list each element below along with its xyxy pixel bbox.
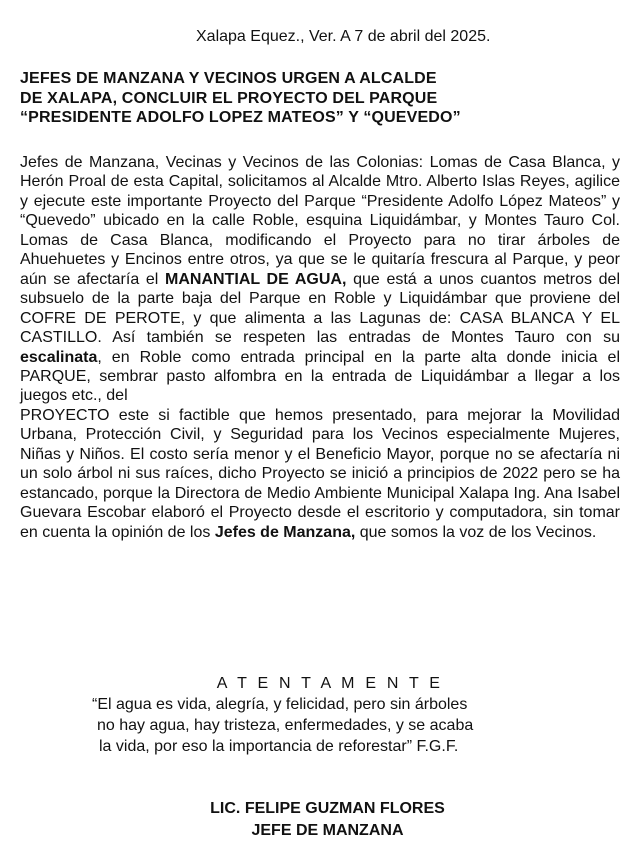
manantial-highlight: MANANTIAL DE AGUA, <box>165 270 347 288</box>
headline-line-2: DE XALAPA, CONCLUIR EL PROYECTO DEL PARQUE <box>20 89 438 107</box>
paragraph-1-text-c: , en Roble como entrada principal en la parte alta donde inicia el PARQUE, sembrar pasto alfombra en la entrada de Liquidámbar a llegar a los juegos etc., del <box>20 348 620 405</box>
signer-title: JEFE DE MANZANA <box>251 822 404 839</box>
atentamente: A T E N T A M E N T E <box>216 675 444 692</box>
signer-name: LIC. FELIPE GUZMAN FLORES <box>210 800 445 817</box>
quote-line-3: la vida, por eso la importancia de reforestar” F.G.F. <box>99 738 459 755</box>
paragraph-1-text-a: Jefes de Manzana, Vecinas y Vecinos de las Colonias: Lomas de Casa Blanca, y Herón Proal de esta Capital, solicitamos al Alcalde Mtro. Alberto Islas Reyes, agilice y ejecute este importante Proyecto del Parque “Presidente Adolfo López Mateos” y “Quevedo” ubicado en la calle Roble, esquina Liquidámbar, y Montes Tauro Col. Lomas de Casa Blanca, modificando el Proyecto para no tirar árboles de Ahuehuetes y Encinos entre otros, ya que se le quitaría frescura al Parque, y peor aún se afectaría el <box>20 154 620 288</box>
paragraph-1-text-b: que está a unos cuantos metros del subsuelo de la parte baja del Parque en Roble y Liquidámbar que proviene del COFRE DE PEROTE, y que alimenta a las Lagunas de: CASA BLANCA Y EL CASTILLO. Así también se respeten las entradas de Montes Tauro con su <box>20 270 621 347</box>
dateline: Xalapa Equez., Ver. A 7 de abril del 2025. <box>196 28 491 45</box>
jefes-highlight: Jefes de Manzana, <box>214 523 356 541</box>
escalinata-highlight: escalinata <box>20 348 98 366</box>
signature-block <box>0 798 640 842</box>
headline-line-1: JEFES DE MANZANA Y VECINOS URGEN A ALCALDE <box>20 70 437 87</box>
closing <box>0 673 640 757</box>
headline <box>20 69 620 128</box>
paragraph-2-text-a: PROYECTO este si factible que hemos presentado, para mejorar la Movilidad Urbana, Protección Civil, y Seguridad para los Vecinos especialmente Mujeres, Niñas y Niños. El costo sería menor y el Beneficio Mayor, porque no se afectaría ni un solo árbol ni sus raíces, dicho Proyecto se inició a principios de 2022 pero se ha estancado, porque la Directora de Medio Ambiente Municipal Xalapa Ing. Ana Isabel Guevara Escobar elaboró el Proyecto desde el escritorio y computadora, sin tomar en cuenta la opinión de los <box>20 406 620 541</box>
paragraph-1 <box>20 153 620 406</box>
paragraph-2-text-b: que somos la voz de los Vecinos. <box>355 523 597 541</box>
body-text <box>20 153 620 542</box>
headline-line-3: “PRESIDENTE ADOLFO LOPEZ MATEOS” Y “QUEVEDO” <box>20 109 461 126</box>
quote-line-1: “El agua es vida, alegría, y felicidad, pero sin árboles <box>92 696 468 713</box>
quote-line-2: no hay agua, hay tristeza, enfermedades, y se acaba <box>97 717 474 734</box>
paragraph-2 <box>20 406 620 542</box>
